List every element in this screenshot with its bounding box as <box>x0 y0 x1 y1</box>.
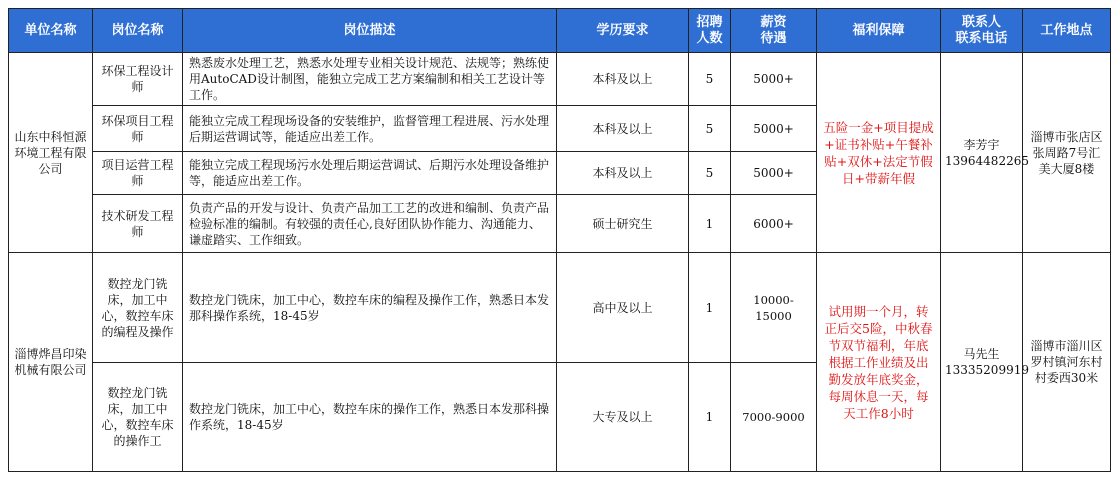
job-position: 环保工程设计师 <box>93 53 183 106</box>
company-welfare: 五险一金+项目提成+证书补贴+午餐补贴+双休+法定节假日+带薪年假 <box>817 53 941 253</box>
contact-name: 李芳宇 <box>963 137 1000 152</box>
job-headcount: 1 <box>689 194 731 252</box>
job-education: 高中及以上 <box>557 253 689 363</box>
job-salary: 6000+ <box>731 194 817 252</box>
job-description: 熟悉废水处理工艺，熟悉水处理专业相关设计规范、法规等；熟练使用AutoCAD设计制图，能独立完成工艺方案编制和相关工艺设计等工作。 <box>183 53 557 106</box>
job-education: 大专及以上 <box>557 363 689 472</box>
job-position: 数控龙门铣床，加工中心，数控车床的编程及操作 <box>93 253 183 363</box>
job-headcount: 5 <box>689 151 731 194</box>
job-education: 本科及以上 <box>557 151 689 194</box>
header-headcount-line1: 招聘 <box>696 14 723 30</box>
header-headcount <box>689 9 731 53</box>
contact-name: 马先生 <box>963 347 1000 362</box>
job-salary: 7000-9000 <box>731 363 817 472</box>
job-education: 本科及以上 <box>557 106 689 151</box>
job-description: 数控龙门铣床，加工中心，数控车床的操作工作，熟悉日本发那科操作系统，18-45岁 <box>183 363 557 472</box>
header-contact-line1: 联系人 <box>961 14 1001 30</box>
job-headcount: 1 <box>689 363 731 472</box>
contact-phone: 13335209919 <box>945 363 1029 378</box>
job-description: 能独立完成工程现场设备的安装维护，监督管理工程进展、污水处理后期运营调试等，能适应出差工作。 <box>183 106 557 151</box>
job-description: 数控龙门铣床，加工中心，数控车床的编程及操作工作，熟悉日本发那科操作系统，18-45岁 <box>183 253 557 363</box>
job-salary: 5000+ <box>731 53 817 106</box>
header-description: 岗位描述 <box>183 9 557 53</box>
job-headcount: 5 <box>689 53 731 106</box>
company-welfare: 试用期一个月，转正后交5险，中秋春节双节福利，年底根据工作业绩及出勤发放年底奖金，每周休息一天，每天工作8小时 <box>817 253 941 472</box>
company-contact <box>941 53 1029 253</box>
job-salary: 10000-15000 <box>731 253 817 363</box>
header-salary-line2: 待遇 <box>760 30 787 46</box>
job-salary: 5000+ <box>731 151 817 194</box>
job-salary: 5000+ <box>731 106 817 151</box>
header-location: 工作地点 <box>1023 9 1111 53</box>
job-position: 项目运营工程师 <box>93 151 183 194</box>
job-description: 能独立完成工程现场污水处理后期运营调试、后期污水处理设备维护等，能适应出差工作。 <box>183 151 557 194</box>
header-salary <box>731 9 817 53</box>
table-row <box>9 253 1111 363</box>
contact-phone: 13964482265 <box>945 153 1029 168</box>
header-position: 岗位名称 <box>93 9 183 53</box>
job-position: 数控龙门铣床，加工中心，数控车床的操作工 <box>93 363 183 472</box>
header-company: 单位名称 <box>9 9 93 53</box>
job-headcount: 1 <box>689 253 731 363</box>
job-position: 技术研发工程师 <box>93 194 183 252</box>
header-education: 学历要求 <box>557 9 689 53</box>
header-welfare: 福利保障 <box>817 9 941 53</box>
header-contact-line2: 联系电话 <box>955 30 1008 46</box>
header-row <box>9 9 1111 53</box>
company-name: 山东中科恒源环境工程有限公司 <box>9 53 93 253</box>
job-description: 负责产品的开发与设计、负责产品加工工艺的改进和编制、负责产品检验标准的编制。有较强的责任心,良好团队协作能力、沟通能力、谦虚踏实、工作细致。 <box>183 194 557 252</box>
header-headcount-line2: 人数 <box>696 30 723 46</box>
company-location: 淄博市张店区张周路7号汇美大厦8楼 <box>1023 53 1111 253</box>
job-position: 环保项目工程师 <box>93 106 183 151</box>
job-education: 硕士研究生 <box>557 194 689 252</box>
company-contact <box>941 253 1029 472</box>
header-salary-line1: 薪资 <box>760 14 787 30</box>
recruitment-table <box>8 8 1111 472</box>
job-education: 本科及以上 <box>557 53 689 106</box>
company-name: 淄博烨昌印染机械有限公司 <box>9 253 93 472</box>
table-row <box>9 53 1111 106</box>
header-contact <box>941 9 1023 53</box>
job-headcount: 5 <box>689 106 731 151</box>
company-location: 淄博市淄川区罗村镇河东村村委西30米 <box>1023 253 1111 472</box>
